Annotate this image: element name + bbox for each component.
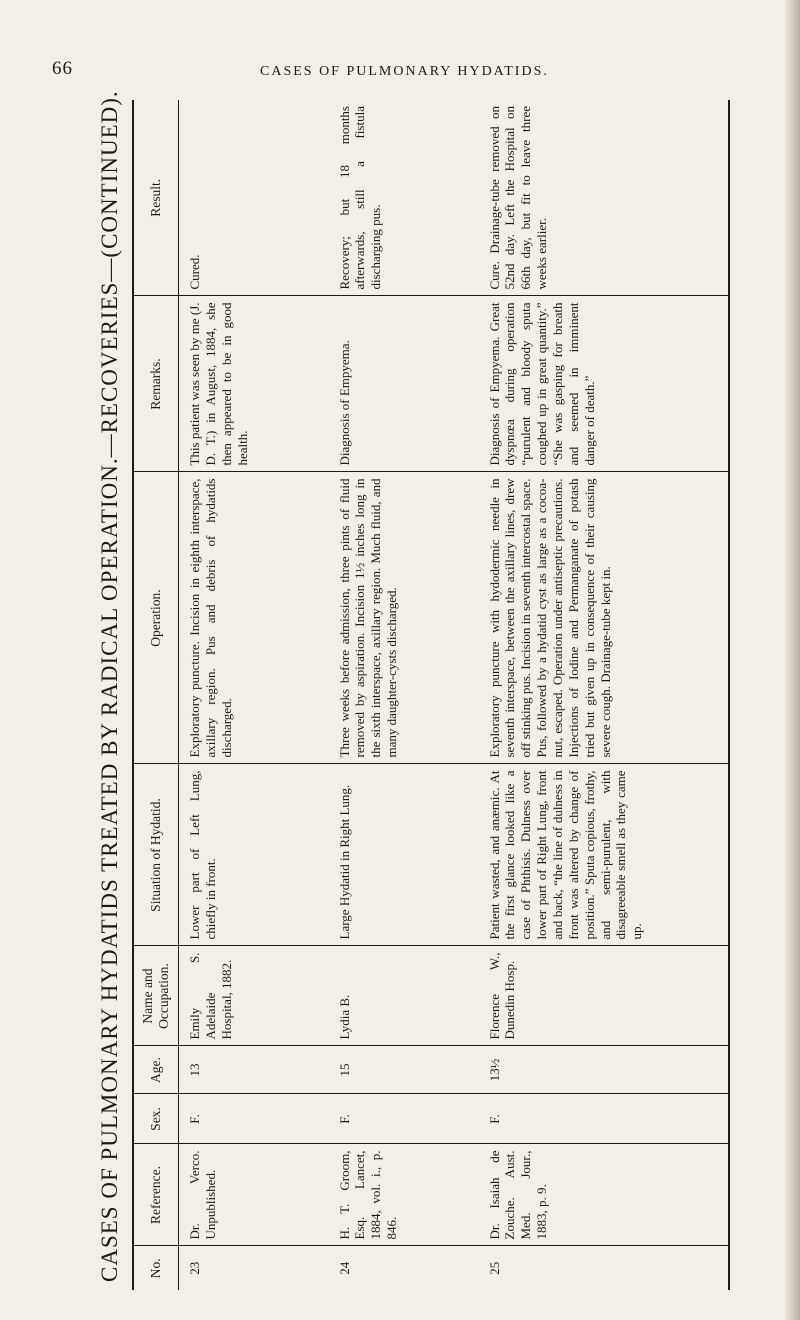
table-row: [329, 100, 479, 1290]
cell-operation: Exploratory puncture with hydodermic needle in seventh interspace, between the axillary lines, drew off stinking pus. Incision in seventh intercostal space. Pus, followed by a hydatid cyst as large as a cocoa-nut, escaped. Operation under antiseptic precautions. Injections of Iodine and Permanganate of potash tried but given up in consequence of their causing severe cough. Drainage-tube kept in.: [479, 472, 729, 764]
header-age: Age.: [133, 1046, 179, 1094]
rotated-table-block: [88, 90, 728, 1290]
cell-operation: Three weeks before admission, three pints of fluid removed by aspiration. Incision 1½ inches long in the sixth interspace, axillary region. Much fluid, and many daughter-cysts discharged.: [329, 472, 479, 764]
page-edge-shadow: [786, 0, 800, 1320]
cell-name: Emily S. Adelaide Hospital, 1882.: [179, 946, 329, 1046]
cell-age: 15: [329, 1046, 479, 1094]
cell-age: 13½: [479, 1046, 729, 1094]
header-no: No.: [133, 1246, 179, 1290]
header-remarks: Remarks.: [133, 296, 179, 472]
cell-sex: F.: [179, 1094, 329, 1144]
header-situation: Situation of Hydatid.: [133, 764, 179, 946]
cell-reference: Dr. Isaiah de Zouche. Aust. Med. Jour., 1883, p. 9.: [479, 1144, 729, 1246]
cell-remarks: Diagnosis of Empyema.: [329, 296, 479, 472]
cell-situation: Patient wasted, and anæmic. At the first glance looked like a case of Phthisis. Dulness over lower part of Right Lung, front and back, “the line of dulness in front was altered by change of position.” Sputa copious, frothy, and semi-purulent, with disagreeable smell as they came up.: [479, 764, 729, 946]
cell-no: 23: [187, 1261, 202, 1275]
cell-result: Cured.: [179, 100, 329, 296]
cell-operation: Exploratory puncture. Incision in eighth interspace, axillary region. Pus and debris of hydatids discharged.: [179, 472, 329, 764]
cases-table: [132, 100, 730, 1290]
header-sex: Sex.: [133, 1094, 179, 1144]
cell-name: Lydia B.: [329, 946, 479, 1046]
header-name: Name and Occupation.: [133, 946, 179, 1046]
cell-age: 13: [179, 1046, 329, 1094]
cell-no: 25: [479, 1246, 729, 1290]
table-row: [179, 100, 329, 1290]
table-row: [479, 100, 729, 1290]
header-result: Result.: [133, 100, 179, 296]
cell-no: 24: [336, 1261, 352, 1275]
running-head: CASES OF PULMONARY HYDATIDS.: [260, 64, 549, 79]
header-operation: Operation.: [133, 472, 179, 764]
cell-name: Florence W., Dunedin Hosp.: [479, 946, 729, 1046]
cell-sex: F.: [479, 1094, 729, 1144]
cell-remarks: Diagnosis of Empyema. Great dyspnœa during operation “purulent and bloody sputa coughed up in great quantity.” “She was gasping for breath and seemed in imminent danger of death.”: [479, 296, 729, 472]
page-number: 66: [52, 58, 73, 79]
table-title: CASES OF PULMONARY HYDATIDS TREATED BY RADICAL OPERATION.—RECOVERIES—(CONTINUED).: [97, 90, 122, 1282]
cell-result: Recovery; but 18 months afterwards, still a fistula discharging pus.: [329, 100, 479, 296]
header-reference: Reference.: [133, 1144, 179, 1246]
cell-result: Cure. Drainage-tube removed on 52nd day. Left the Hospital on 66th day, but fit to leave three weeks earlier.: [479, 100, 729, 296]
cell-reference: H. T. Groom, Esq. Lancet, 1884, vol. i., p. 846.: [329, 1144, 479, 1246]
cell-remarks: This patient was seen by me (J. D. T.) in August, 1884, she then appeared to be in good health.: [179, 296, 329, 472]
cell-sex: F.: [329, 1094, 479, 1144]
cell-reference: Dr. Verco. Unpublished.: [179, 1144, 329, 1246]
header-row: [133, 100, 179, 1290]
cell-situation: Lower part of Left Lung, chiefly in front.: [179, 764, 329, 946]
cell-situation: Large Hydatid in Right Lung.: [329, 764, 479, 946]
